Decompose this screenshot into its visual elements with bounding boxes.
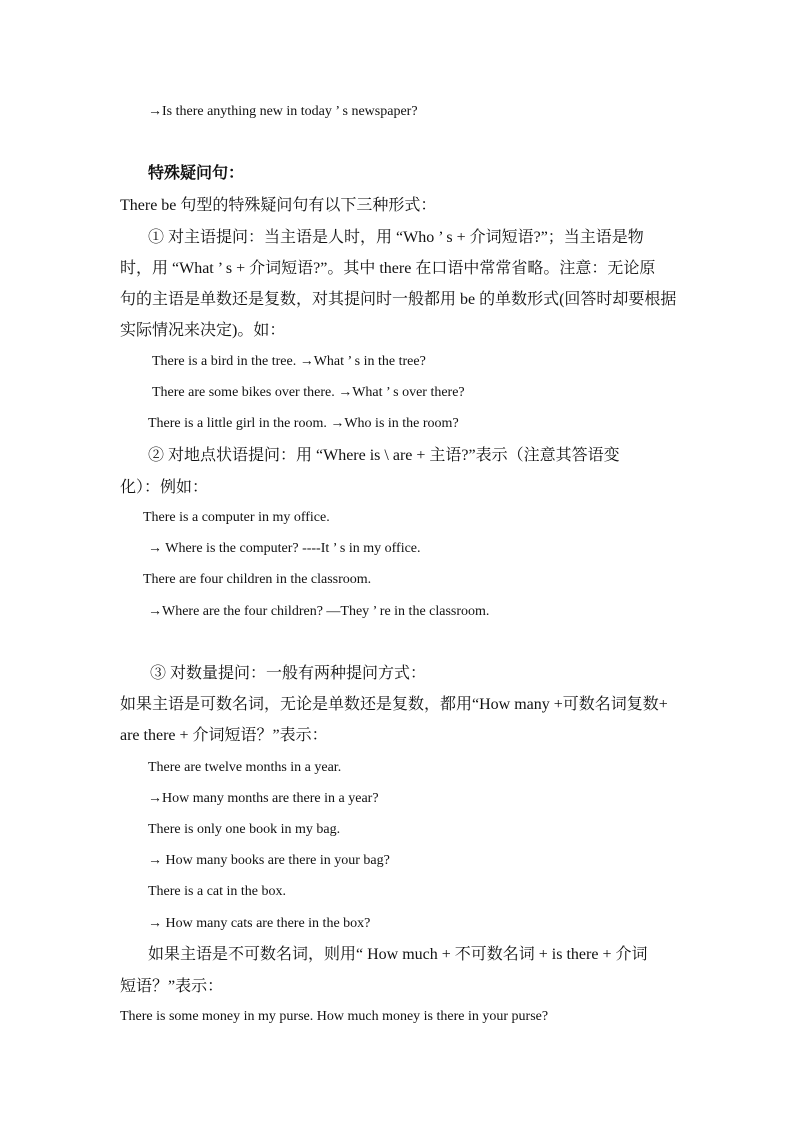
example-line: There is a computer in my office.: [143, 510, 330, 525]
paragraph-line: 如果主语是可数名词，无论是单数还是复数，都用“How many +可数名词复数+: [120, 696, 668, 713]
example-line: →Where are the four children? —They ’ re in the classroom.: [148, 604, 490, 619]
example-line: There is some money in my purse. How much money is there in your purse?: [120, 1009, 549, 1024]
example-line: There is a little girl in the room. →Who is in the room?: [148, 416, 459, 431]
paragraph-line: 时，用 “What ’ s + 介词短语?”。其中 there 在口语中常常省略。注意：无论原: [120, 260, 656, 277]
example-line: →Is there anything new in today ’ s newspaper?: [148, 104, 418, 119]
paragraph-line: ② 对地点状语提问：用 “Where is \ are + 主语?”表示（注意其答语变: [148, 447, 620, 464]
example-line: → Where is the computer? ----It ’ s in my office.: [148, 541, 421, 556]
example-line: There are twelve months in a year.: [148, 760, 342, 775]
paragraph-line: 短语？”表示：: [120, 978, 224, 995]
example-line: There are some bikes over there. →What ’ s over there?: [152, 385, 465, 400]
example-line: There is only one book in my bag.: [148, 822, 341, 837]
paragraph-line: There be 句型的特殊疑问句有以下三种形式：: [120, 197, 437, 214]
example-line: There is a bird in the tree. →What ’ s in the tree?: [152, 354, 426, 369]
paragraph-line: 化）：例如：: [120, 479, 209, 496]
example-line: There are four children in the classroom.: [143, 572, 372, 587]
paragraph-line: are there + 介词短语？”表示：: [120, 727, 328, 744]
paragraph-line: 如果主语是不可数名词，则用“ How much + 不可数名词 + is there + 介词: [148, 946, 648, 963]
paragraph-line: ③ 对数量提问：一般有两种提问方式：: [150, 665, 427, 682]
paragraph-line: 实际情况来决定)。如：: [120, 322, 286, 339]
example-line: →How many months are there in a year?: [148, 791, 379, 806]
example-line: There is a cat in the box.: [148, 884, 287, 899]
example-line: → How many cats are there in the box?: [148, 916, 371, 931]
example-line: → How many books are there in your bag?: [148, 853, 390, 868]
section-heading: 特殊疑问句：: [148, 165, 245, 182]
paragraph-line: 句的主语是单数还是复数，对其提问时一般都用 be 的单数形式(回答时却要根据: [120, 291, 677, 308]
paragraph-line: ① 对主语提问：当主语是人时，用 “Who ’ s + 介词短语?”；当主语是物: [148, 229, 644, 246]
